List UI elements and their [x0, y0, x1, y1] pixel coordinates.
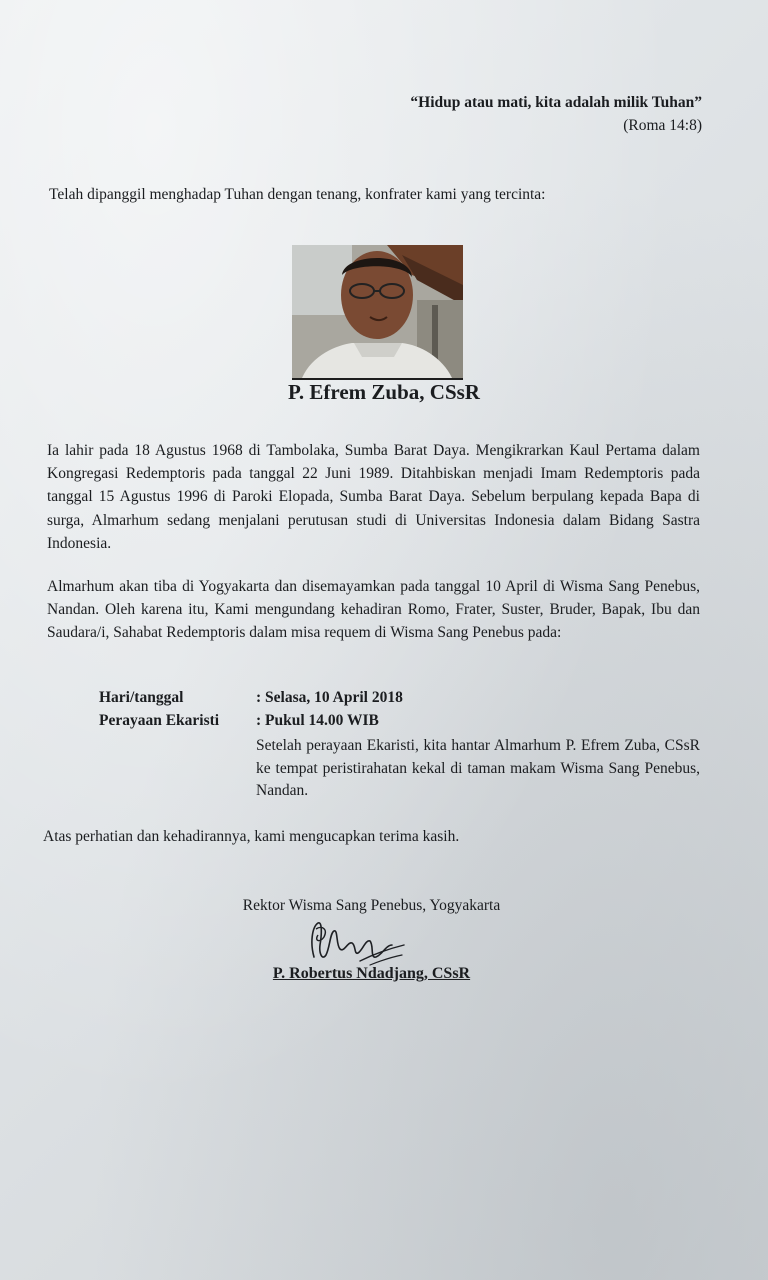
- deceased-name: P. Efrem Zuba, CSsR: [288, 380, 480, 404]
- thanks-text: Atas perhatian dan kehadirannya, kami mengucapkan terima kasih.: [43, 828, 460, 845]
- schedule-mass-label: Perayaan Ekaristi: [99, 712, 220, 729]
- schedule-mass-value: : Pukul 14.00 WIB: [256, 712, 379, 729]
- rector-title: Rektor Wisma Sang Penebus, Yogyakarta: [242, 897, 501, 914]
- bible-reference: (Roma 14:8): [623, 117, 702, 134]
- signer-name: P. Robertus Ndadjang, CSsR: [272, 965, 471, 982]
- schedule-note: Setelah perayaan Ekaristi, kita hantar Almarhum P. Efrem Zuba, CSsR ke tempat peristirahatan kekal di taman makam Wisma Sang Penebus, Nandan.: [256, 737, 700, 799]
- intro-text: Telah dipanggil menghadap Tuhan dengan tenang, konfrater kami yang tercinta:: [49, 186, 546, 203]
- biography-paragraph: Ia lahir pada 18 Agustus 1968 di Tambolaka, Sumba Barat Daya. Mengikrarkan Kaul Pertama dalam Kongregasi Redemptoris pada tanggal 22 Juni 1989. Ditahbiskan menjadi Imam Redemptoris pada tanggal 15 Agustus 1996 di Paroki Elopada, Sumba Barat Daya. Sebelum berpulang kepada Bapa di surga, Almarhum sedang menjalani perutusan studi di Universitas Indonesia dalam Bidang Sastra Indonesia.: [47, 442, 700, 552]
- bible-quote: “Hidup atau mati, kita adalah milik Tuhan”: [410, 94, 702, 111]
- portrait-photo: [292, 245, 463, 380]
- schedule-day-value: : Selasa, 10 April 2018: [256, 689, 403, 706]
- schedule-day-label: Hari/tanggal: [99, 689, 184, 706]
- arrival-paragraph: Almarhum akan tiba di Yogyakarta dan disemayamkan pada tanggal 10 April di Wisma Sang Penebus, Nandan. Oleh karena itu, Kami mengundang kehadiran Romo, Frater, Suster, Bruder, Bapak, Ibu dan Saudara/i, Sahabat Redemptoris dalam misa requem di Wisma Sang Penebus pada:: [47, 578, 700, 642]
